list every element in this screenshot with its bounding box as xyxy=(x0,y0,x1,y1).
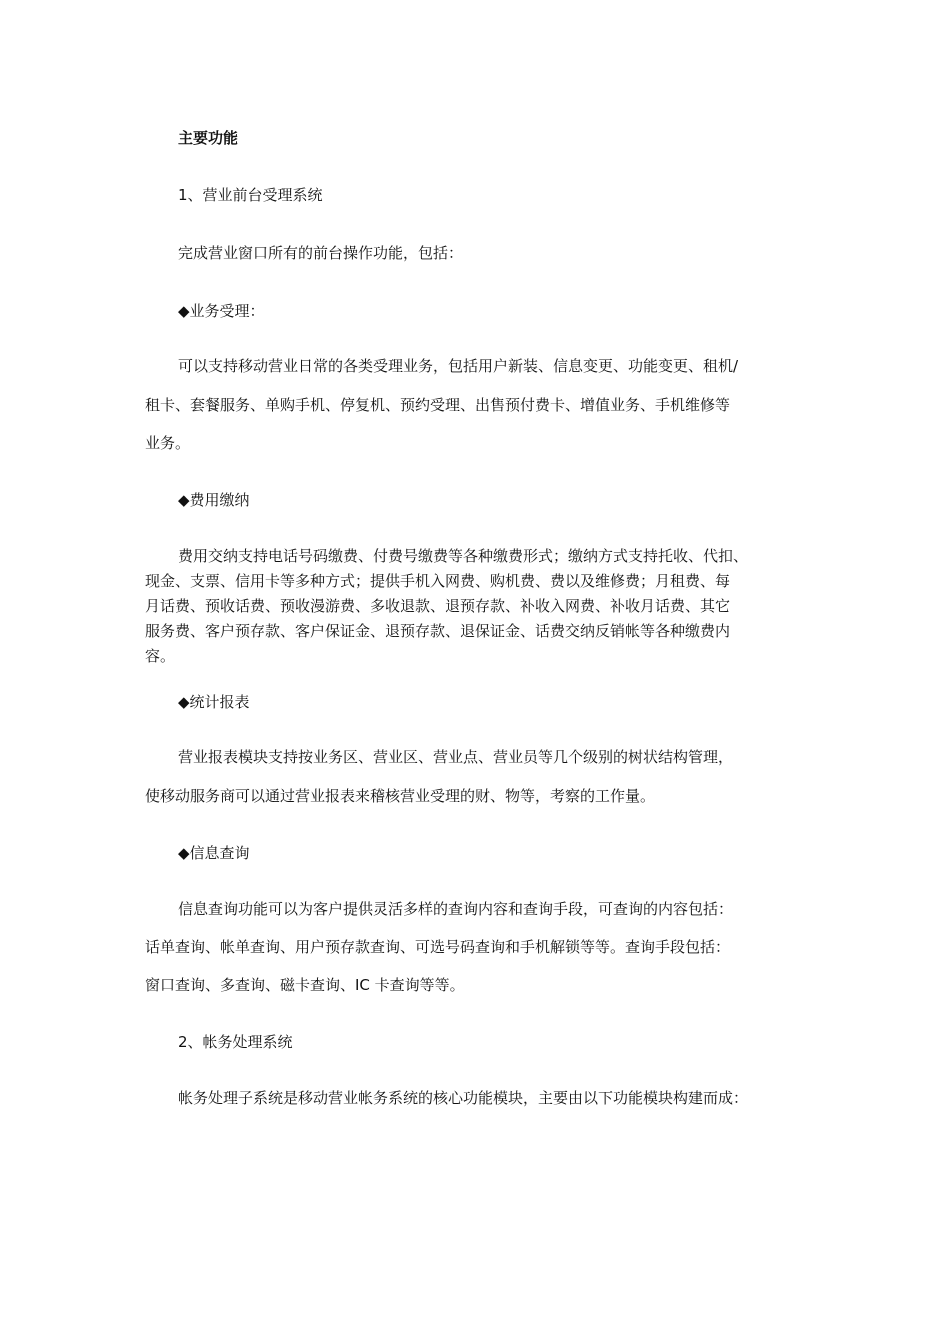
item4-body-line: 信息查询功能可以为客户提供灵活多样的查询内容和查询手段，可查询的内容包括： xyxy=(178,900,734,918)
item3-body-line: 使移动服务商可以通过营业报表来稽核营业受理的财、物等，考察的工作量。 xyxy=(145,787,656,805)
item1-body-line: 租卡、套餐服务、单购手机、停复机、预约受理、出售预付费卡、增值业务、手机维修等 xyxy=(145,396,731,414)
item4-body-line: 话单查询、帐单查询、用户预存款查询、可选号码查询和手机解锁等等。查询手段包括： xyxy=(145,938,731,956)
item2-body-line: 容。 xyxy=(145,647,176,665)
section1-title: 1、营业前台受理系统 xyxy=(178,186,323,204)
item2-body-line: 费用交纳支持电话号码缴费、付费号缴费等各种缴费形式；缴纳方式支持托收、代扣、 xyxy=(178,547,749,565)
item2-body-line: 现金、支票、信用卡等多种方式；提供手机入网费、购机费、费以及维修费；月租费、每 xyxy=(145,572,731,590)
item1-title: ◆业务受理： xyxy=(178,302,265,320)
item1-body-line: 业务。 xyxy=(145,434,191,452)
item2-body-line: 月话费、预收话费、预收漫游费、多收退款、退预存款、补收入网费、补收月话费、其它 xyxy=(145,597,731,615)
item4-title: ◆信息查询 xyxy=(178,844,250,862)
page-heading: 主要功能 xyxy=(178,129,239,147)
item3-body-line: 营业报表模块支持按业务区、营业区、营业点、营业员等几个级别的树状结构管理， xyxy=(178,748,734,766)
section1-intro: 完成营业窗口所有的前台操作功能，包括： xyxy=(178,244,464,262)
section2-body: 帐务处理子系统是移动营业帐务系统的核心功能模块，主要由以下功能模块构建而成： xyxy=(178,1089,749,1107)
item2-body-line: 服务费、客户预存款、客户保证金、退预存款、退保证金、话费交纳反销帐等各种缴费内 xyxy=(145,622,731,640)
item4-body-line: 窗口查询、多查询、磁卡查询、IC 卡查询等等。 xyxy=(145,976,465,994)
item2-title: ◆费用缴纳 xyxy=(178,491,250,509)
section2-title: 2、帐务处理系统 xyxy=(178,1033,293,1051)
item3-title: ◆统计报表 xyxy=(178,693,250,711)
item1-body-line: 可以支持移动营业日常的各类受理业务，包括用户新装、信息变更、功能变更、租机/ xyxy=(178,357,739,375)
